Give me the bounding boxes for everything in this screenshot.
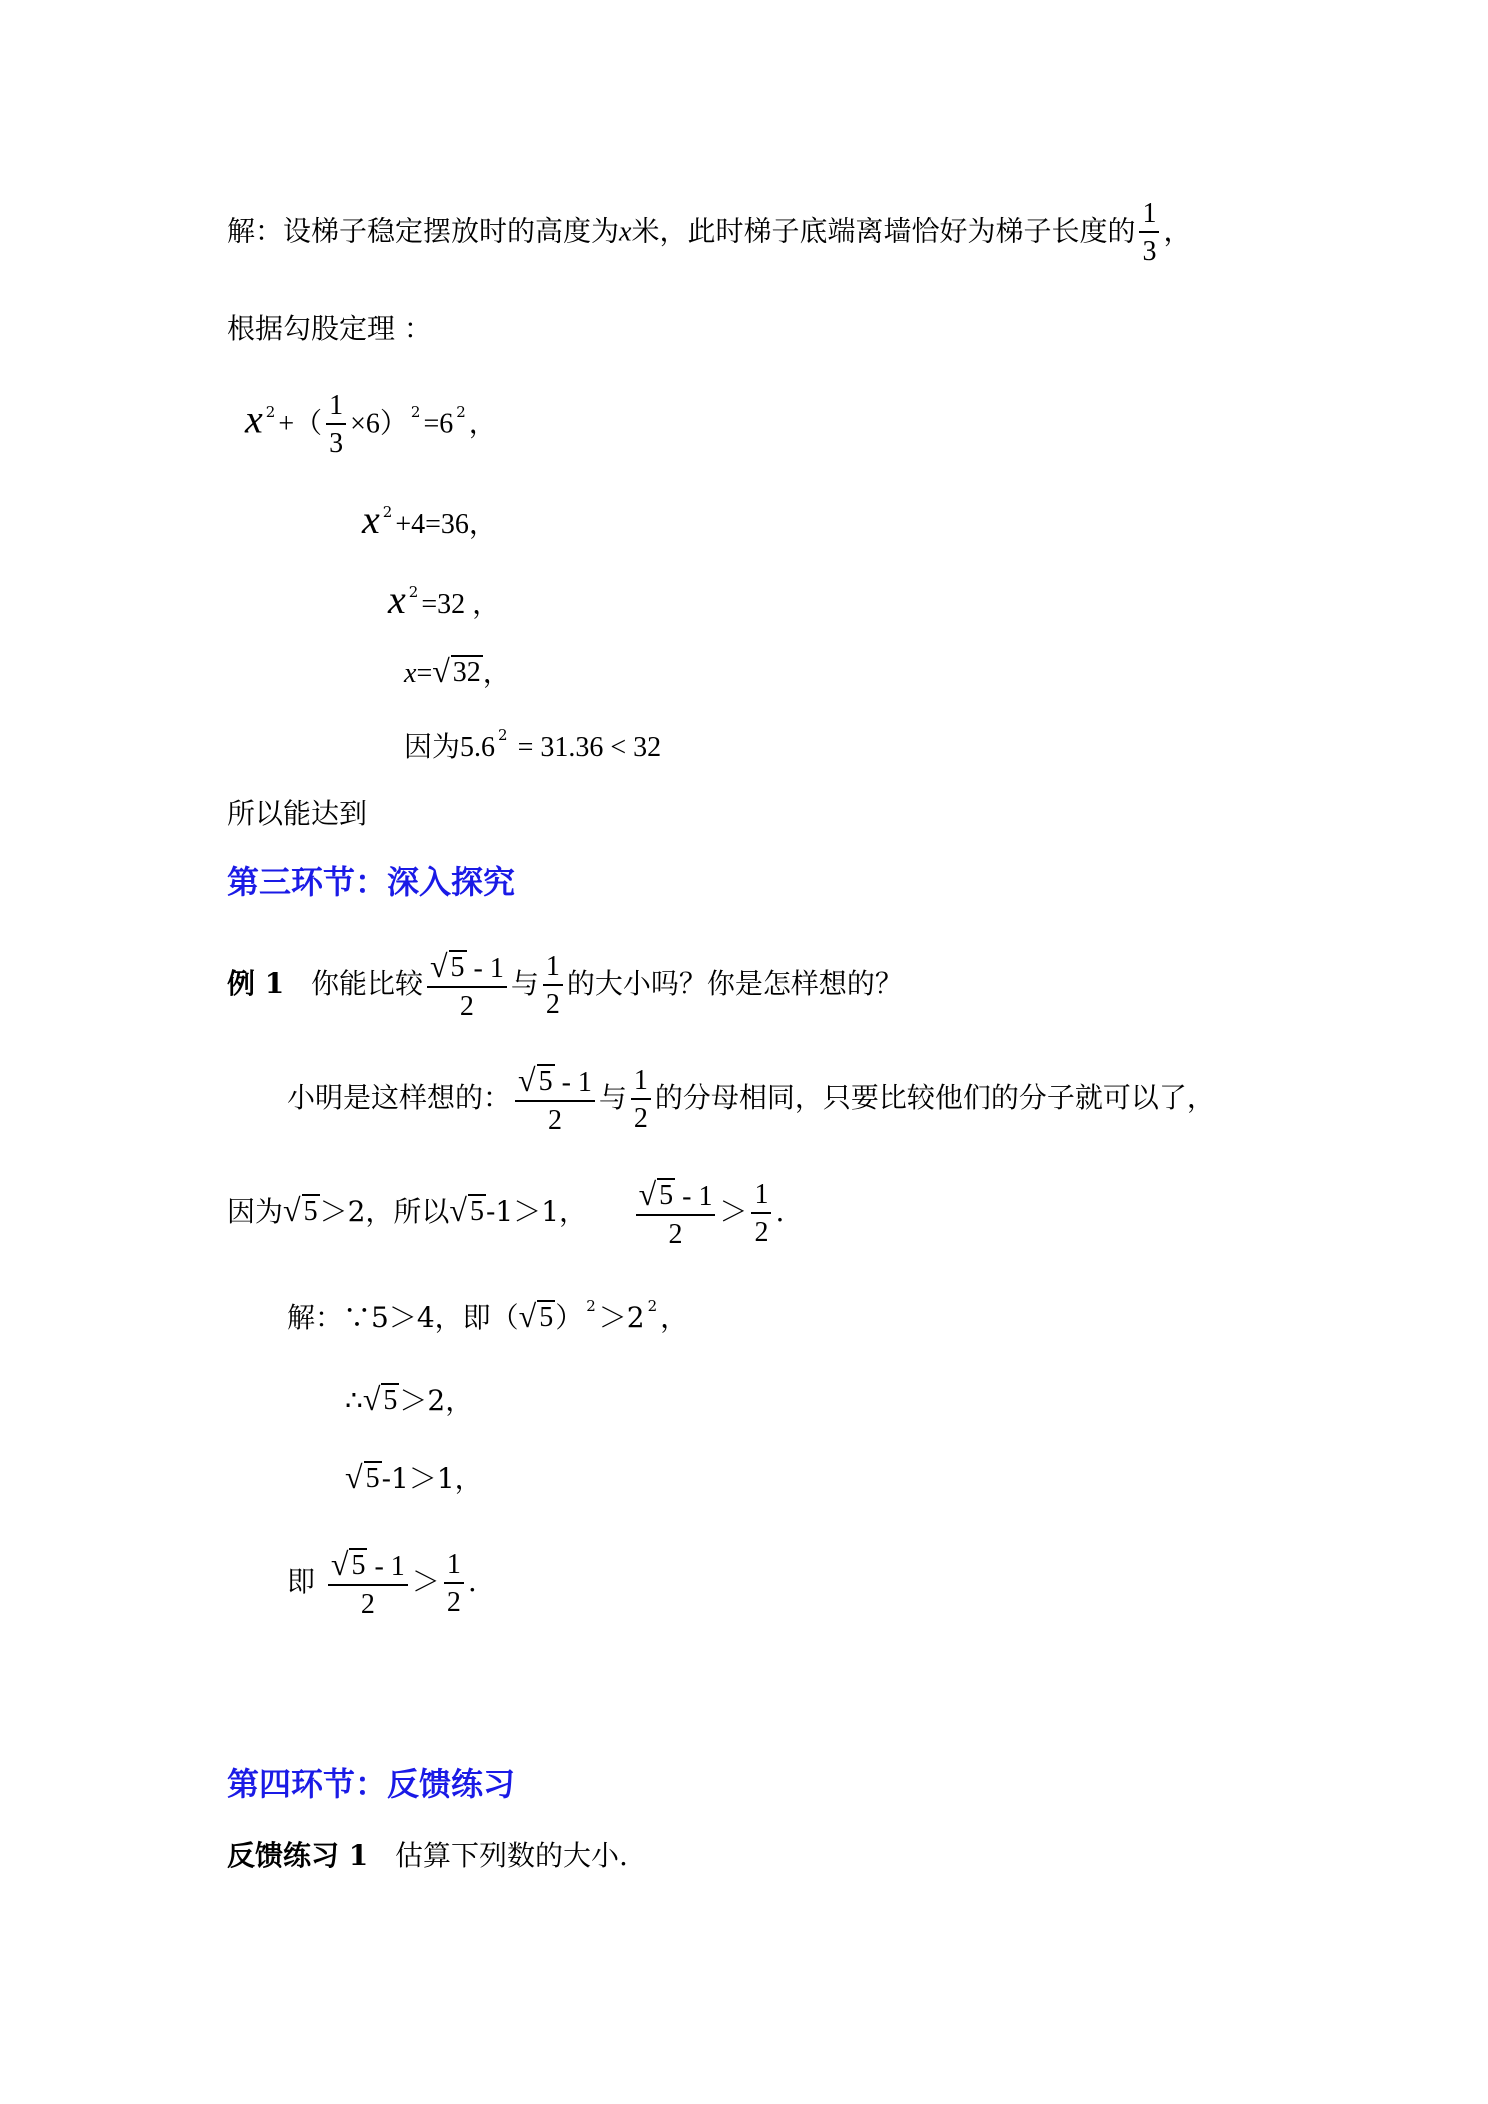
variable-x: x: [619, 216, 632, 248]
sqrt-5: √ 5: [362, 1381, 398, 1417]
fraction-sqrt5-minus-1-over-2: √ 5 - 1 2: [427, 950, 507, 1021]
pythagoras-line: 根据勾股定理 ：: [227, 312, 432, 345]
example-1-line: 例 1 你能比较 √ 5 - 1 2 与 $\frac{1}{2}$ 的大小吗？你是怎样想的？: [227, 948, 903, 1022]
fraction-sqrt5-minus-1-over-2: √ 5 - 1 2: [636, 1178, 716, 1249]
conclusion-line: 所以能达到: [227, 797, 368, 830]
sqrt-5: √ 5: [518, 1298, 554, 1334]
fraction-one-half: $\frac{1}{2}$: [543, 953, 563, 1019]
fraction-one-half: $\frac{1}{2}$: [631, 1067, 651, 1133]
solution-intro-text-2: 米，此时梯子底端离墙恰好为梯子长度的: [631, 214, 1136, 248]
xiaoming-line: 小明是这样想的： √ 5 - 1 2 与 $\frac{1}{2}$ 的分母相同，只要比较他们的分子就可以了，: [287, 1062, 1215, 1136]
sqrt-5: √ 5: [283, 1192, 318, 1228]
section-heading-3: 第三环节：深入探究: [227, 863, 516, 901]
sqrt-32: √ 32: [432, 653, 481, 689]
fraction-one-half: $\frac{1}{2}$: [751, 1181, 771, 1247]
example-label: 例 1: [227, 967, 285, 1000]
solution-line-4: 即 √ 5 - 1 2 ＞ $\frac{1}{2}$ .: [287, 1546, 477, 1620]
equation-1: x $^2$ +（ $\frac{1}{3}$ ×6） $^2$ =6 $^2$ ，: [245, 390, 497, 459]
fraction-one-third: $\frac{1}{3}$: [1139, 200, 1159, 266]
fraction-one-third: $\frac{1}{3}$: [326, 392, 346, 458]
fraction-sqrt5-minus-1-over-2: √ 5 - 1 2: [328, 1548, 408, 1619]
section-heading-4: 第四环节：反馈练习: [227, 1765, 516, 1803]
equation-5: 因为5.6 $^2$ = 31.36 < 32: [404, 726, 662, 763]
solution-line-2: ∴ √ 5 ＞2，: [345, 1381, 474, 1417]
because-line: 因为 √ 5 ＞2，所以 √ 5 -1＞1， √ 5 - 1 2 ＞ $\frac{1}{2}$ .: [227, 1176, 785, 1250]
solution-line-1: 解：∵5＞4，即（ √ 5 ） $^2$ ＞2 $^2$ ，: [287, 1297, 689, 1334]
equation-3: x $^2$ =32 ，: [388, 577, 501, 622]
feedback-exercise-line: 反馈练习 1 估算下列数的大小.: [227, 1839, 628, 1872]
feedback-label: 反馈练习 1: [227, 1839, 369, 1872]
solution-intro-text: 解：设梯子稳定摆放时的高度为: [227, 214, 620, 248]
solution-line-3: √ 5 -1＞1，: [345, 1459, 483, 1495]
equation-4: x= √ 32 ，: [404, 653, 511, 689]
fraction-one-half: $\frac{1}{2}$: [444, 1551, 464, 1617]
solution-intro-line: 解：设梯子稳定摆放时的高度为x米，此时梯子底端离墙恰好为梯子长度的 $\frac{1}{3}$ ，: [227, 198, 1192, 267]
fraction-sqrt5-minus-1-over-2: √ 5 - 1 2: [515, 1064, 595, 1135]
equation-2: x $^2$ +4=36，: [362, 497, 497, 542]
sqrt-5: √ 5: [449, 1192, 484, 1228]
sqrt-5: √ 5: [345, 1459, 380, 1495]
